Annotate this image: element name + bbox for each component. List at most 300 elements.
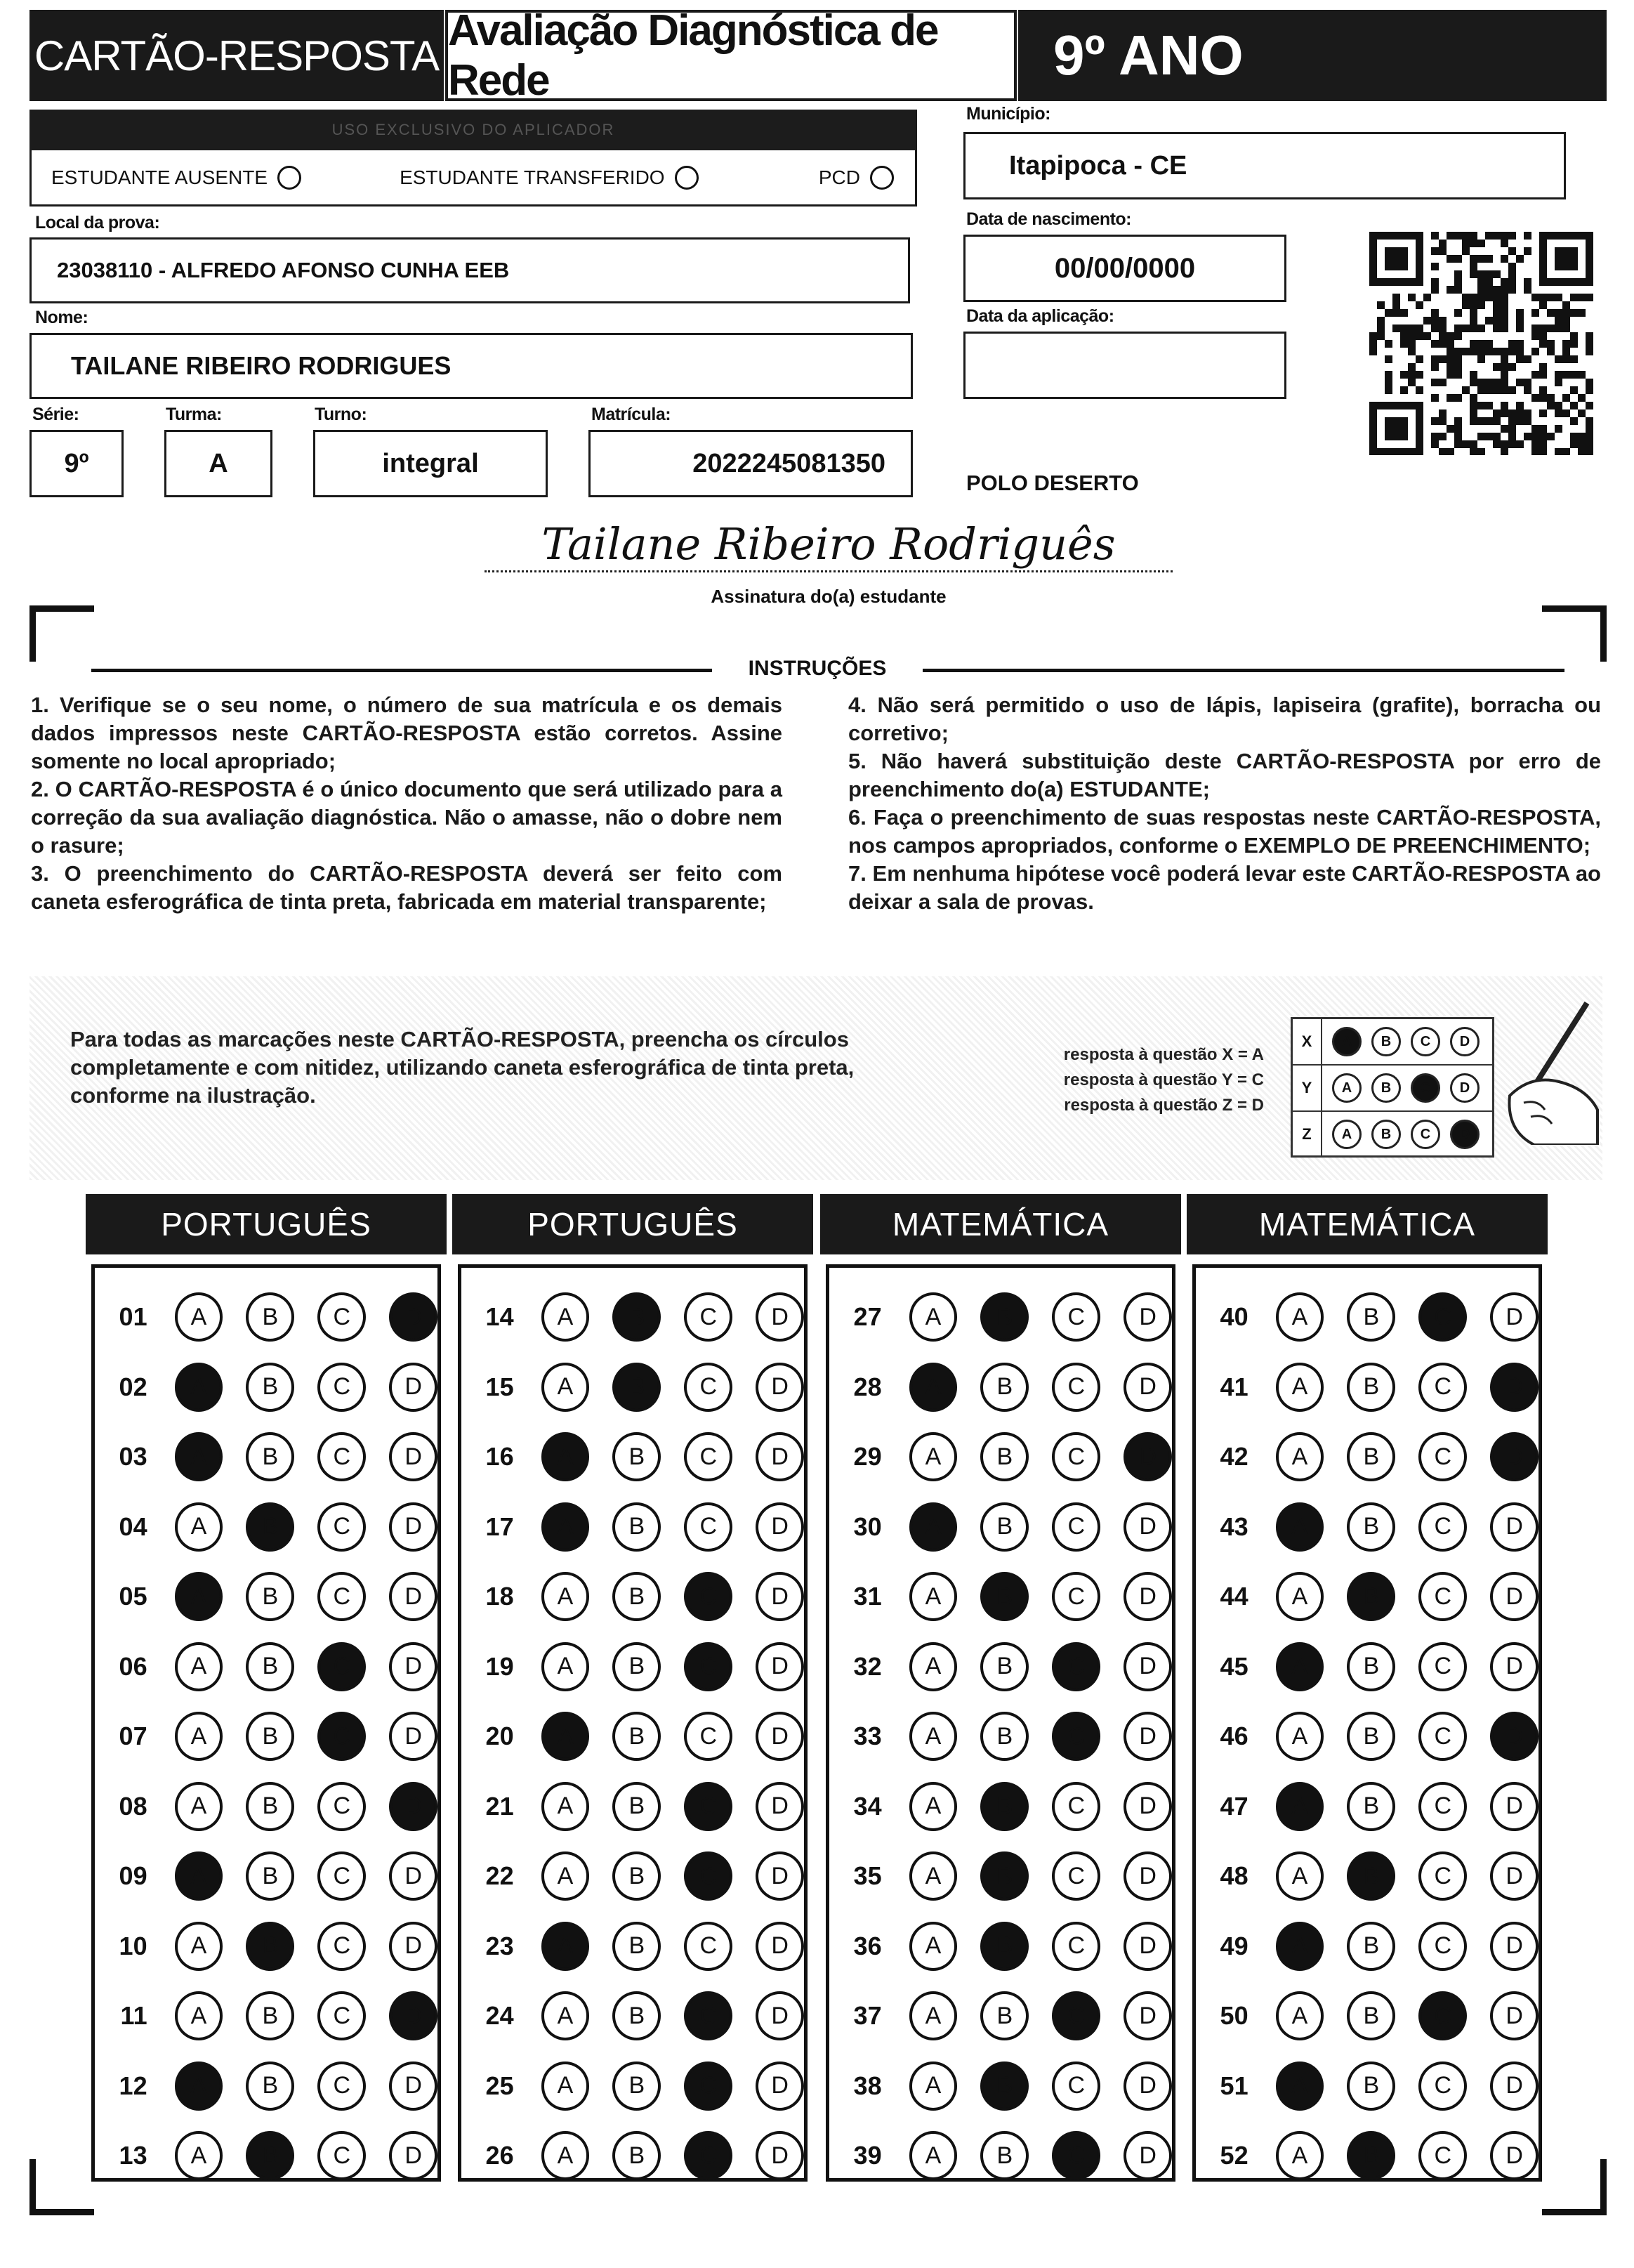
question-number: 28: [853, 1372, 882, 1401]
answer-bubble-c[interactable]: C: [317, 2061, 366, 2111]
answer-bubble-b[interactable]: B: [1347, 1712, 1395, 1761]
answer-bubble-c[interactable]: C: [317, 2131, 366, 2180]
answer-bubble-b[interactable]: B: [612, 1502, 661, 1552]
answer-bubble-c[interactable]: C: [317, 1502, 366, 1552]
answer-bubble-a[interactable]: A: [175, 1363, 223, 1412]
answer-bubble-c[interactable]: C: [1052, 1432, 1100, 1481]
answer-bubble-a[interactable]: A: [909, 1432, 958, 1481]
answer-bubble-d[interactable]: D: [756, 2131, 804, 2180]
answer-bubble-b[interactable]: B: [246, 1502, 294, 1552]
question-row: [461, 1632, 804, 1702]
answer-bubble-a[interactable]: A: [909, 1292, 958, 1342]
answer-bubble-d[interactable]: D: [1490, 1782, 1539, 1831]
question-number: 08: [119, 1791, 147, 1821]
answer-bubble-c[interactable]: C: [684, 2061, 732, 2111]
answer-bubble-c[interactable]: C: [1052, 1991, 1100, 2040]
answer-bubble-d[interactable]: D: [1490, 1432, 1539, 1481]
answer-bubble-a[interactable]: A: [175, 1991, 223, 2040]
answer-bubble-d[interactable]: D: [389, 2131, 437, 2180]
answer-bubble-d[interactable]: D: [1490, 1851, 1539, 1901]
answer-bubble-c[interactable]: C: [317, 1292, 366, 1342]
answer-bubble-b[interactable]: B: [246, 2061, 294, 2111]
question-row: [1196, 1352, 1539, 1422]
answer-bubble-a[interactable]: A: [1276, 1782, 1324, 1831]
answer-bubble-b[interactable]: B: [246, 1991, 294, 2040]
answer-bubble-c[interactable]: C: [317, 1991, 366, 2040]
corner-mark-top-left: [29, 605, 94, 662]
answer-bubble-d[interactable]: D: [1124, 1502, 1172, 1552]
answer-bubble-d[interactable]: D: [1490, 1572, 1539, 1621]
question-row: [95, 1561, 437, 1632]
answer-bubble-a[interactable]: A: [909, 2061, 958, 2111]
option-absent-label: ESTUDANTE AUSENTE: [51, 166, 268, 188]
answer-bubble-b[interactable]: B: [246, 1851, 294, 1901]
answer-bubble-d[interactable]: D: [756, 2061, 804, 2111]
answer-bubble-d[interactable]: D: [1124, 1712, 1172, 1761]
answer-bubble-a[interactable]: A: [175, 1432, 223, 1481]
answer-bubble-b[interactable]: B: [612, 1922, 661, 1971]
answer-bubble-a[interactable]: A: [1276, 2131, 1324, 2180]
corner-mark-bottom-left: [29, 2159, 94, 2215]
answer-bubble-d[interactable]: D: [1124, 1782, 1172, 1831]
answer-bubble-a[interactable]: A: [909, 1502, 958, 1552]
instructions-left: [31, 691, 782, 916]
answer-bubble-b[interactable]: B: [612, 1991, 661, 2040]
answer-bubble-d[interactable]: D: [756, 1502, 804, 1552]
answer-bubble-b[interactable]: B: [980, 1642, 1029, 1691]
answer-bubble-d[interactable]: D: [389, 2061, 437, 2111]
answer-bubble-c[interactable]: C: [1418, 1363, 1467, 1412]
question-number: 04: [119, 1512, 147, 1541]
answer-bubble-b[interactable]: B: [246, 1432, 294, 1481]
answer-bubble-a[interactable]: A: [1276, 1572, 1324, 1621]
answer-bubble-a[interactable]: A: [541, 1363, 590, 1412]
answer-bubble-a[interactable]: A: [909, 1851, 958, 1901]
pcd-bubble[interactable]: [870, 166, 894, 190]
answer-bubble-a[interactable]: A: [175, 2131, 223, 2180]
answer-bubble-a[interactable]: A: [1276, 1363, 1324, 1412]
answer-bubble-a[interactable]: A: [541, 1432, 590, 1481]
answer-bubble-d[interactable]: D: [756, 1432, 804, 1481]
answer-bubble-c[interactable]: C: [1418, 1502, 1467, 1552]
answer-bubble-b[interactable]: B: [1347, 1572, 1395, 1621]
answer-bubble-b[interactable]: B: [246, 1712, 294, 1761]
answer-bubble-d[interactable]: D: [756, 1991, 804, 2040]
answer-bubble-a[interactable]: A: [541, 1991, 590, 2040]
option-transferred[interactable]: [400, 166, 699, 190]
answer-bubble-d[interactable]: D: [1490, 1363, 1539, 1412]
class-field: A: [164, 430, 272, 497]
question-number: 49: [1220, 1931, 1248, 1960]
answer-bubble-b[interactable]: B: [1347, 1502, 1395, 1552]
fill-example-grid: [1291, 1017, 1494, 1158]
answer-bubble-b[interactable]: B: [980, 2061, 1029, 2111]
answer-bubble-d[interactable]: D: [389, 1572, 437, 1621]
answer-bubble-c[interactable]: C: [1418, 1572, 1467, 1621]
answer-bubble-b[interactable]: B: [980, 1922, 1029, 1971]
answer-bubble-b[interactable]: B: [246, 1922, 294, 1971]
question-number: 37: [853, 2001, 882, 2030]
instruction-item: 7. Em nenhuma hipótese você poderá levar este CARTÃO-RESPOSTA ao deixar a sala de provas.: [848, 861, 1601, 914]
fill-example-bubble-a: A: [1332, 1073, 1362, 1103]
question-row: [461, 1492, 804, 1562]
answer-bubble-b[interactable]: B: [612, 1712, 661, 1761]
answer-bubble-c[interactable]: C: [1052, 1363, 1100, 1412]
answer-bubble-a[interactable]: A: [1276, 1502, 1324, 1552]
answer-bubble-c[interactable]: C: [1052, 2131, 1100, 2180]
answer-bubble-a[interactable]: A: [909, 1991, 958, 2040]
question-number: 22: [485, 1861, 514, 1890]
answer-bubble-c[interactable]: C: [1418, 1782, 1467, 1831]
answer-bubble-d[interactable]: D: [1124, 1922, 1172, 1971]
answer-bubble-a[interactable]: A: [909, 1572, 958, 1621]
answer-bubble-d[interactable]: D: [1490, 1712, 1539, 1761]
fill-example-row: [1293, 1019, 1492, 1066]
answer-bubble-b[interactable]: B: [1347, 1922, 1395, 1971]
series-label: Série:: [32, 405, 79, 424]
answer-bubble-a[interactable]: A: [175, 1572, 223, 1621]
question-number: 39: [853, 2141, 882, 2170]
answer-bubble-c[interactable]: C: [1052, 1712, 1100, 1761]
series-field: 9º: [29, 430, 124, 497]
question-row: [829, 1841, 1172, 1911]
question-row: [1196, 1492, 1539, 1562]
answer-bubble-b[interactable]: B: [612, 2131, 661, 2180]
name-label: Nome:: [35, 308, 88, 327]
answer-bubble-d[interactable]: D: [1124, 1363, 1172, 1412]
answer-bubble-d[interactable]: D: [1124, 2061, 1172, 2111]
answer-bubble-b[interactable]: B: [1347, 1292, 1395, 1342]
question-row: [829, 1492, 1172, 1562]
question-row: [829, 1911, 1172, 1981]
answer-bubble-b[interactable]: B: [980, 1502, 1029, 1552]
answer-bubble-c[interactable]: C: [317, 1432, 366, 1481]
answer-bubble-c[interactable]: C: [684, 2131, 732, 2180]
answer-bubble-d[interactable]: D: [756, 1292, 804, 1342]
signature-line: [485, 570, 1173, 572]
answer-bubble-c[interactable]: C: [1418, 1642, 1467, 1691]
answer-bubble-c[interactable]: C: [317, 1642, 366, 1691]
answer-bubble-a[interactable]: A: [1276, 1922, 1324, 1971]
answer-bubble-a[interactable]: A: [909, 2131, 958, 2180]
answer-bubble-b[interactable]: B: [246, 1782, 294, 1831]
answer-bubble-d[interactable]: D: [389, 1782, 437, 1831]
answer-bubble-d[interactable]: D: [389, 1991, 437, 2040]
corner-mark-bottom-right: [1542, 2159, 1607, 2215]
answer-bubble-a[interactable]: A: [175, 2061, 223, 2111]
question-number: 06: [119, 1651, 147, 1681]
answer-bubble-a[interactable]: A: [1276, 1432, 1324, 1481]
answer-bubble-b[interactable]: B: [980, 1851, 1029, 1901]
question-row: [1196, 2120, 1539, 2191]
fill-example-row: [1293, 1112, 1492, 1157]
fill-example-text: Para todas as marcações neste CARTÃO-RESPOSTA, preencha os círculos completamente e com nitidez, utilizando caneta esferográfica de tinta preta, conforme na ilustração.: [70, 1027, 855, 1108]
answer-bubble-a[interactable]: A: [1276, 1991, 1324, 2040]
question-number: 20: [485, 1722, 514, 1750]
answer-bubble-c[interactable]: C: [1052, 1922, 1100, 1971]
question-number: 18: [485, 1582, 514, 1611]
answer-bubble-b[interactable]: B: [1347, 1363, 1395, 1412]
answer-bubble-c[interactable]: C: [317, 1782, 366, 1831]
question-row: [461, 1841, 804, 1911]
class-label: Turma:: [166, 405, 222, 424]
answer-bubble-b[interactable]: B: [980, 1991, 1029, 2040]
answer-bubble-d[interactable]: D: [1490, 1292, 1539, 1342]
question-row: [95, 1701, 437, 1771]
birth-date-label: Data de nascimento:: [966, 209, 1132, 229]
question-row: [95, 1632, 437, 1702]
shift-field: integral: [313, 430, 548, 497]
answer-bubble-c[interactable]: C: [684, 1642, 732, 1691]
answer-bubble-b[interactable]: B: [1347, 1642, 1395, 1691]
applicator-bar: USO EXCLUSIVO DO APLICADOR: [29, 110, 917, 150]
question-row: [829, 1282, 1172, 1352]
answer-bubble-b[interactable]: B: [246, 1572, 294, 1621]
answer-bubble-c[interactable]: C: [1052, 1572, 1100, 1621]
answer-bubble-c[interactable]: C: [1418, 1991, 1467, 2040]
answer-bubble-d[interactable]: D: [1124, 1572, 1172, 1621]
answer-bubble-a[interactable]: A: [175, 1642, 223, 1691]
answer-bubble-c[interactable]: C: [1052, 1782, 1100, 1831]
answer-bubble-d[interactable]: D: [1124, 1991, 1172, 2040]
answer-bubble-c[interactable]: C: [1418, 1851, 1467, 1901]
student-signature: Tailane Ribeiro Rodriguês: [541, 518, 1116, 570]
answer-bubble-d[interactable]: D: [1490, 2061, 1539, 2111]
answer-bubble-b[interactable]: B: [246, 1642, 294, 1691]
answer-bubble-b[interactable]: B: [1347, 2061, 1395, 2111]
answer-bubble-b[interactable]: B: [980, 1292, 1029, 1342]
answer-bubble-d[interactable]: D: [389, 1292, 437, 1342]
answer-bubble-d[interactable]: D: [1124, 1642, 1172, 1691]
question-row: [829, 1981, 1172, 2051]
answer-bubble-c[interactable]: C: [1418, 1712, 1467, 1761]
option-pcd[interactable]: [819, 166, 894, 190]
answer-bubble-a[interactable]: A: [909, 1712, 958, 1761]
answer-bubble-d[interactable]: D: [1124, 1432, 1172, 1481]
answer-section-3: [826, 1264, 1175, 2182]
answer-bubble-a[interactable]: A: [541, 1851, 590, 1901]
answer-bubble-a[interactable]: A: [175, 1292, 223, 1342]
answer-bubble-b[interactable]: B: [1347, 2131, 1395, 2180]
answer-bubble-a[interactable]: A: [541, 1922, 590, 1971]
answer-bubble-a[interactable]: A: [909, 1922, 958, 1971]
answer-bubble-c[interactable]: C: [1418, 1922, 1467, 1971]
answer-bubble-c[interactable]: C: [1052, 1292, 1100, 1342]
shift-label: Turno:: [315, 405, 367, 424]
answer-bubble-b[interactable]: B: [980, 1782, 1029, 1831]
instruction-item: 6. Faça o preenchimento de suas respostas neste CARTÃO-RESPOSTA, nos campos apropriados, conforme o EXEMPLO DE PREENCHIMENTO;: [848, 805, 1601, 858]
answer-bubble-d[interactable]: D: [756, 1642, 804, 1691]
answer-bubble-b[interactable]: B: [1347, 1782, 1395, 1831]
answer-bubble-a[interactable]: A: [175, 1922, 223, 1971]
answer-bubble-a[interactable]: A: [175, 1782, 223, 1831]
answer-bubble-b[interactable]: B: [1347, 1851, 1395, 1901]
answer-bubble-d[interactable]: D: [389, 1922, 437, 1971]
answer-bubble-d[interactable]: D: [756, 1712, 804, 1761]
answer-bubble-b[interactable]: B: [980, 1432, 1029, 1481]
question-number: 15: [485, 1372, 514, 1401]
answer-bubble-c[interactable]: C: [684, 1922, 732, 1971]
answer-bubble-c[interactable]: C: [317, 1712, 366, 1761]
answer-bubble-c[interactable]: C: [684, 1502, 732, 1552]
answer-bubble-d[interactable]: D: [1490, 1502, 1539, 1552]
answer-bubble-a[interactable]: A: [541, 1502, 590, 1552]
name-field: TAILANE RIBEIRO RODRIGUES: [29, 333, 913, 399]
answer-bubble-c[interactable]: C: [1418, 1432, 1467, 1481]
answer-bubble-c[interactable]: C: [684, 1432, 732, 1481]
answer-bubble-b[interactable]: B: [612, 2061, 661, 2111]
question-number: 45: [1220, 1651, 1248, 1681]
answer-bubble-a[interactable]: A: [1276, 1851, 1324, 1901]
answer-bubble-a[interactable]: A: [541, 1292, 590, 1342]
instruction-item: 5. Não haverá substituição deste CARTÃO-RESPOSTA por erro de preenchimento do(a) ESTUDANTE;: [848, 749, 1601, 801]
fill-example-key: resposta à questão Z = D: [1064, 1096, 1264, 1115]
application-date-field[interactable]: [963, 332, 1286, 399]
answer-bubble-c[interactable]: C: [1418, 2131, 1467, 2180]
enrollment-field: 2022245081350: [588, 430, 913, 497]
question-row: [829, 1422, 1172, 1492]
question-number: 01: [119, 1302, 147, 1331]
answer-bubble-b[interactable]: B: [1347, 1991, 1395, 2040]
location-label: Local da prova:: [35, 213, 160, 232]
fill-example-row-tag: Y: [1293, 1066, 1322, 1110]
instructions-title: INSTRUÇÕES: [712, 657, 923, 681]
answer-bubble-a[interactable]: A: [175, 1712, 223, 1761]
question-number: 51: [1220, 2071, 1248, 2100]
answer-bubble-b[interactable]: B: [1347, 1432, 1395, 1481]
answer-bubble-d[interactable]: D: [756, 1782, 804, 1831]
answer-bubble-d[interactable]: D: [389, 1432, 437, 1481]
section-header-2: PORTUGUÊS: [452, 1194, 813, 1254]
question-number: 17: [485, 1512, 514, 1541]
answer-bubble-a[interactable]: A: [1276, 2061, 1324, 2111]
answer-bubble-d[interactable]: D: [1124, 1851, 1172, 1901]
answer-bubble-c[interactable]: C: [1052, 1642, 1100, 1691]
answer-bubble-c[interactable]: C: [1052, 2061, 1100, 2111]
answer-bubble-a[interactable]: A: [1276, 1712, 1324, 1761]
answer-bubble-d[interactable]: D: [389, 1712, 437, 1761]
answer-bubble-d[interactable]: D: [756, 1851, 804, 1901]
answer-bubble-a[interactable]: A: [541, 1572, 590, 1621]
question-row: [1196, 1632, 1539, 1702]
answer-bubble-c[interactable]: C: [684, 1363, 732, 1412]
answer-bubble-b[interactable]: B: [612, 1851, 661, 1901]
answer-bubble-b[interactable]: B: [246, 1363, 294, 1412]
answer-bubble-b[interactable]: B: [612, 1363, 661, 1412]
question-number: 40: [1220, 1302, 1248, 1331]
question-number: 12: [119, 2071, 147, 2100]
answer-bubble-c[interactable]: C: [684, 1712, 732, 1761]
answer-bubble-d[interactable]: D: [389, 1642, 437, 1691]
question-number: 48: [1220, 1861, 1248, 1890]
answer-bubble-a[interactable]: A: [909, 1363, 958, 1412]
answer-bubble-a[interactable]: A: [175, 1502, 223, 1552]
answer-bubble-b[interactable]: B: [612, 1432, 661, 1481]
question-number: 07: [119, 1722, 147, 1750]
answer-bubble-b[interactable]: B: [980, 2131, 1029, 2180]
answer-bubble-b[interactable]: B: [612, 1292, 661, 1342]
transferred-bubble[interactable]: [675, 166, 699, 190]
exam-title: Avaliação Diagnóstica de Rede: [445, 10, 1017, 101]
answer-bubble-d[interactable]: D: [389, 1502, 437, 1552]
question-row: [461, 2051, 804, 2121]
answer-bubble-a[interactable]: A: [541, 2131, 590, 2180]
answer-bubble-c[interactable]: C: [1418, 1292, 1467, 1342]
answer-bubble-b[interactable]: B: [980, 1363, 1029, 1412]
answer-bubble-b[interactable]: B: [980, 1712, 1029, 1761]
question-number: 14: [485, 1302, 514, 1331]
question-row: [95, 1841, 437, 1911]
answer-bubble-c[interactable]: C: [317, 1572, 366, 1621]
answer-bubble-c[interactable]: C: [684, 1991, 732, 2040]
answer-bubble-c[interactable]: C: [1418, 2061, 1467, 2111]
option-absent[interactable]: [51, 166, 301, 190]
answer-bubble-b[interactable]: B: [980, 1572, 1029, 1621]
answer-bubble-c[interactable]: C: [684, 1572, 732, 1621]
answer-bubble-d[interactable]: D: [1124, 2131, 1172, 2180]
fill-example-bubble-a: A: [1332, 1027, 1362, 1056]
answer-bubble-a[interactable]: A: [1276, 1292, 1324, 1342]
answer-bubble-c[interactable]: C: [684, 1782, 732, 1831]
fill-example-bubble-d: D: [1450, 1120, 1480, 1149]
answer-bubble-a[interactable]: A: [541, 1782, 590, 1831]
answer-bubble-b[interactable]: B: [612, 1782, 661, 1831]
answer-bubble-c[interactable]: C: [1052, 1502, 1100, 1552]
absent-bubble[interactable]: [277, 166, 301, 190]
answer-bubble-d[interactable]: D: [1490, 1991, 1539, 2040]
answer-bubble-d[interactable]: D: [756, 1363, 804, 1412]
answer-bubble-d[interactable]: D: [1490, 1922, 1539, 1971]
answer-section-2: [458, 1264, 808, 2182]
answer-bubble-c[interactable]: C: [317, 1363, 366, 1412]
answer-bubble-d[interactable]: D: [389, 1851, 437, 1901]
answer-bubble-c[interactable]: C: [684, 1851, 732, 1901]
answer-bubble-d[interactable]: D: [1490, 1642, 1539, 1691]
answer-bubble-a[interactable]: A: [541, 1642, 590, 1691]
answer-bubble-a[interactable]: A: [541, 2061, 590, 2111]
answer-bubble-c[interactable]: C: [1052, 1851, 1100, 1901]
answer-bubble-d[interactable]: D: [756, 1572, 804, 1621]
question-row: [461, 1422, 804, 1492]
answer-bubble-d[interactable]: D: [756, 1922, 804, 1971]
question-number: 44: [1220, 1582, 1248, 1611]
question-row: [829, 1352, 1172, 1422]
question-row: [1196, 1911, 1539, 1981]
answer-bubble-b[interactable]: B: [246, 2131, 294, 2180]
answer-bubble-b[interactable]: B: [612, 1572, 661, 1621]
question-number: 34: [853, 1791, 882, 1821]
answer-bubble-c[interactable]: C: [317, 1922, 366, 1971]
answer-bubble-a[interactable]: A: [909, 1782, 958, 1831]
answer-bubble-a[interactable]: A: [909, 1642, 958, 1691]
answer-bubble-a[interactable]: A: [1276, 1642, 1324, 1691]
answer-bubble-b[interactable]: B: [612, 1642, 661, 1691]
question-row: [461, 1701, 804, 1771]
answer-bubble-c[interactable]: C: [317, 1851, 366, 1901]
card-title: CARTÃO-RESPOSTA: [29, 10, 444, 101]
answer-bubble-a[interactable]: A: [541, 1712, 590, 1761]
answer-bubble-b[interactable]: B: [246, 1292, 294, 1342]
answer-bubble-c[interactable]: C: [684, 1292, 732, 1342]
corner-mark-top-right: [1542, 605, 1607, 662]
question-row: [1196, 1841, 1539, 1911]
grade-label: 9º ANO: [1018, 10, 1607, 101]
answer-bubble-d[interactable]: D: [1124, 1292, 1172, 1342]
answer-bubble-d[interactable]: D: [389, 1363, 437, 1412]
answer-bubble-a[interactable]: A: [175, 1851, 223, 1901]
question-number: 42: [1220, 1442, 1248, 1471]
answer-bubble-d[interactable]: D: [1490, 2131, 1539, 2180]
